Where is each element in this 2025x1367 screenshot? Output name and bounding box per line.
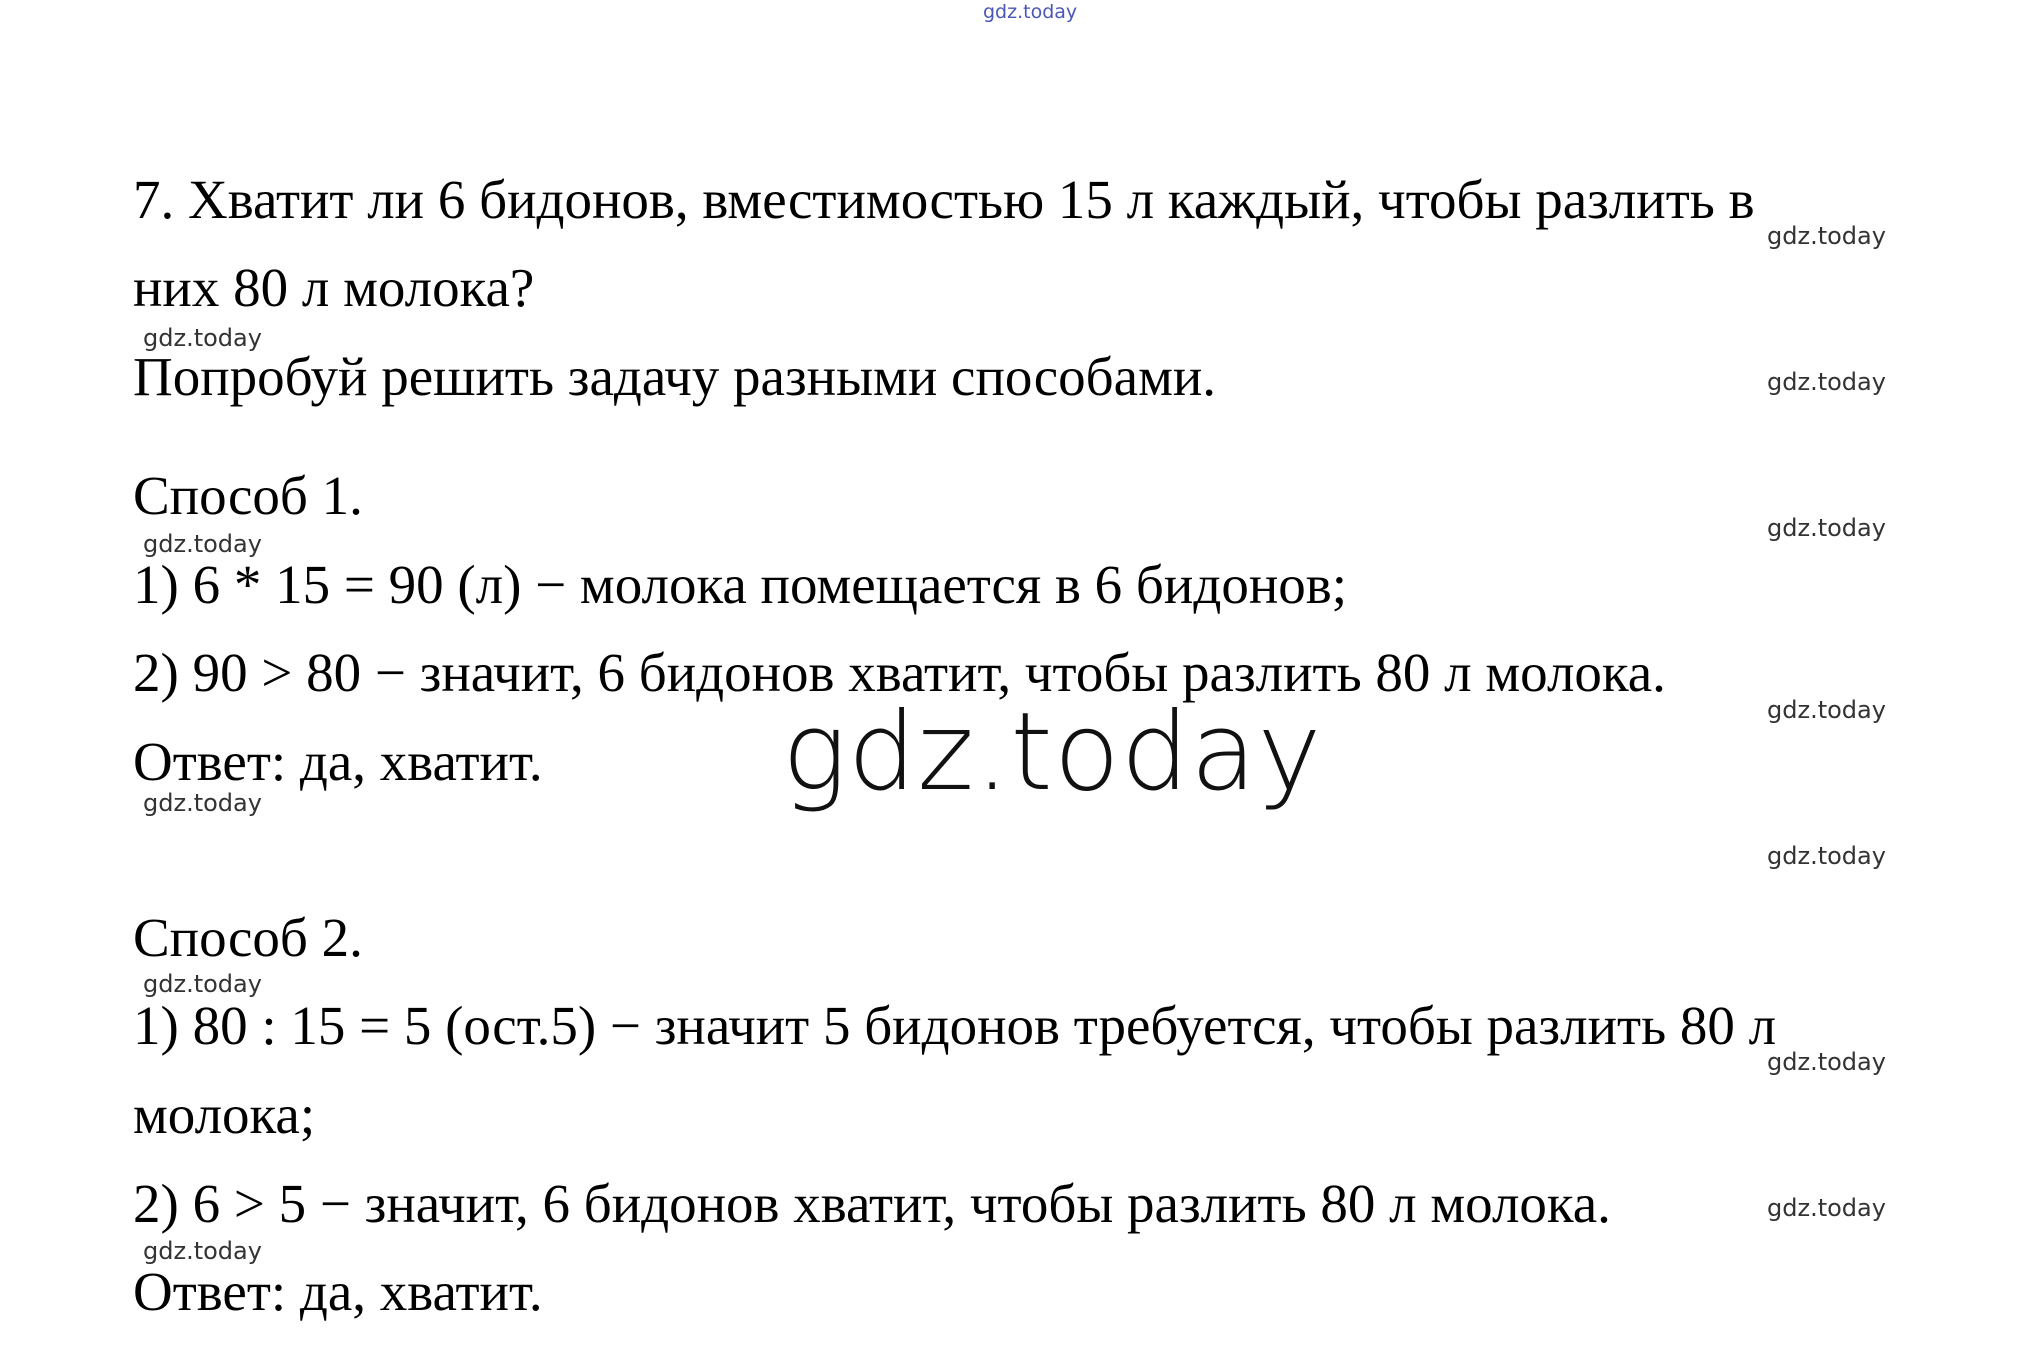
watermark-small: gdz.today: [1767, 514, 1886, 542]
watermark-small: gdz.today: [1767, 696, 1886, 724]
method2-step2: 2) 6 > 5 − значит, 6 бидонов хватит, чтобы разлить 80 л молока.: [133, 1173, 1611, 1234]
watermark-small: gdz.today: [143, 970, 262, 998]
method2-answer: Ответ: да, хватит.: [133, 1261, 543, 1322]
method1-title: Способ 1.: [133, 465, 363, 526]
watermark-small: gdz.today: [1767, 842, 1886, 870]
watermark-small: gdz.today: [143, 530, 262, 558]
watermark-small: gdz.today: [143, 1237, 262, 1265]
watermark-top: gdz.today: [983, 1, 1078, 23]
method1-step1: 1) 6 * 15 = 90 (л) − молока помещается в 6 бидонов;: [133, 554, 1348, 615]
watermark-small: gdz.today: [1767, 368, 1886, 396]
task-line-3: Попробуй решить задачу разными способами.: [133, 346, 1217, 407]
watermark-small: gdz.today: [1767, 1048, 1886, 1076]
task-line-1: 7. Хватит ли 6 бидонов, вместимостью 15 л каждый, чтобы разлить в: [133, 169, 1755, 230]
method1-step2: 2) 90 > 80 − значит, 6 бидонов хватит, чтобы разлить 80 л молока.: [133, 642, 1666, 703]
method2-title: Способ 2.: [133, 907, 363, 968]
watermark-small: gdz.today: [143, 324, 262, 352]
method2-step1-line1: 1) 80 : 15 = 5 (ост.5) − значит 5 бидонов требуется, чтобы разлить 80 л: [133, 995, 1777, 1056]
method1-answer: Ответ: да, хватит.: [133, 731, 543, 792]
watermark-small: gdz.today: [1767, 222, 1886, 250]
watermark-small: gdz.today: [1767, 1194, 1886, 1222]
task-line-2: них 80 л молока?: [133, 257, 535, 318]
watermark-large: gdz.today: [782, 690, 1323, 815]
method2-step1-line2: молока;: [133, 1084, 316, 1145]
watermark-small: gdz.today: [143, 789, 262, 817]
